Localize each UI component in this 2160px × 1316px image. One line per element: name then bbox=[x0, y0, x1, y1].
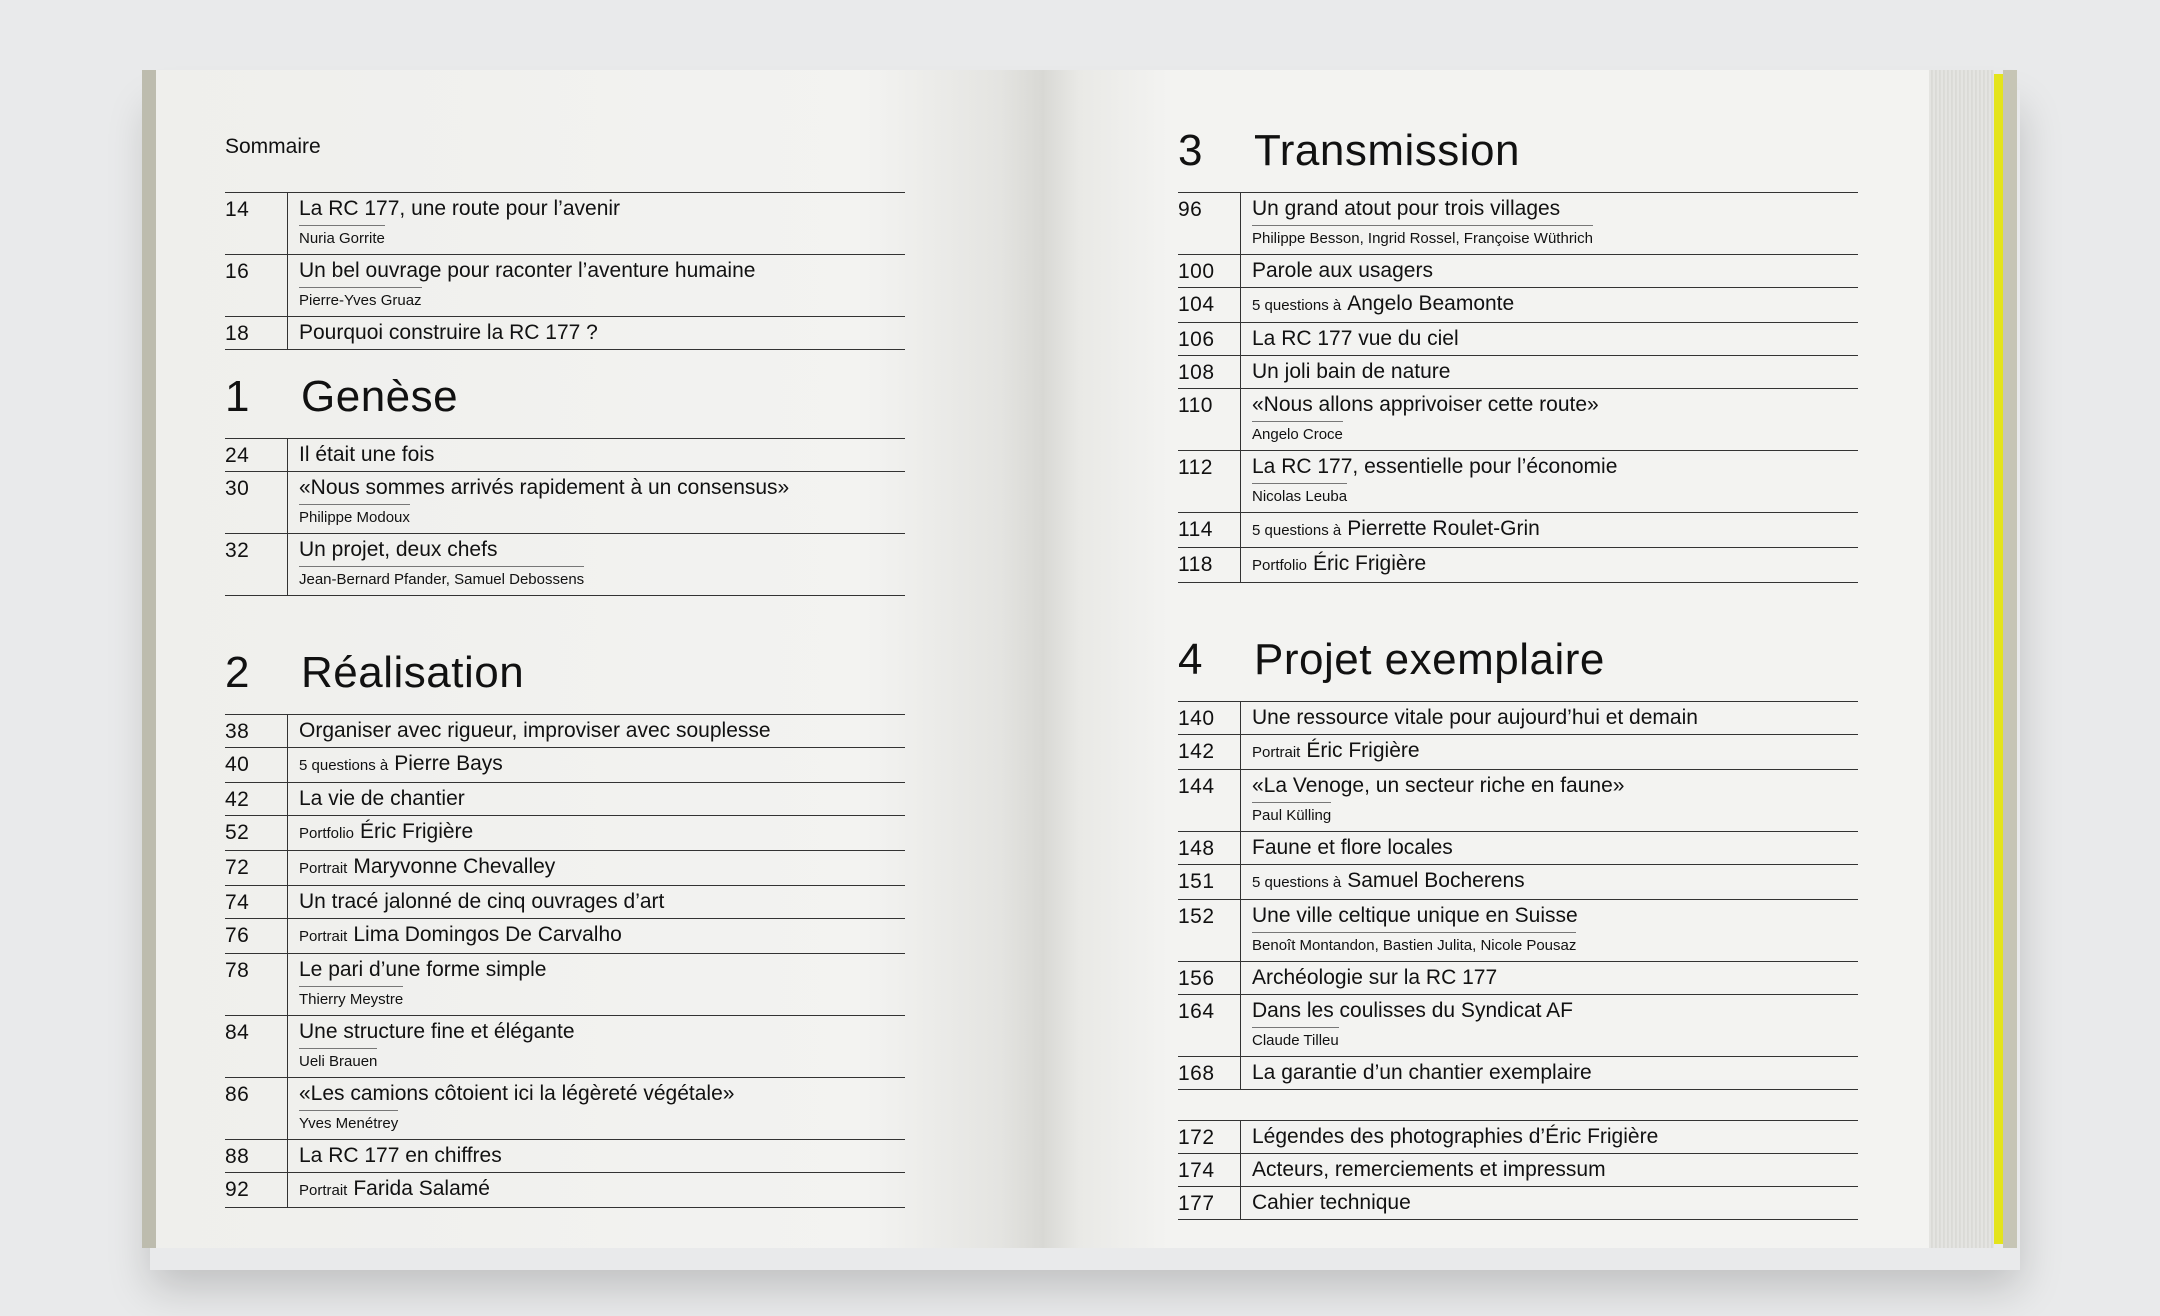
entry-title-text: «Nous sommes arrivés rapidement à un consensus» bbox=[299, 476, 790, 499]
page-number: 177 bbox=[1178, 1192, 1215, 1215]
entry-title-text: Un tracé jalonné de cinq ouvrages d’art bbox=[299, 890, 665, 913]
entry-body bbox=[287, 255, 905, 316]
toc-entry[interactable] bbox=[225, 815, 905, 850]
entry-tag: Portfolio bbox=[1252, 557, 1308, 574]
page-number: 24 bbox=[225, 444, 250, 467]
entry-body bbox=[1240, 1187, 1858, 1219]
page-number: 172 bbox=[1178, 1126, 1215, 1149]
page-number: 114 bbox=[1178, 518, 1213, 541]
entry-title bbox=[299, 1140, 905, 1170]
entry-body bbox=[1240, 770, 1858, 831]
entry-body bbox=[1240, 356, 1858, 388]
toc-entry[interactable] bbox=[1178, 512, 1858, 547]
table-of-contents-left bbox=[225, 130, 905, 1208]
page-number: 168 bbox=[1178, 1062, 1215, 1085]
entry-body bbox=[287, 1173, 905, 1207]
entry-tag: Portfolio bbox=[299, 825, 355, 842]
page-number: 144 bbox=[1178, 775, 1215, 798]
section-number: 1 bbox=[225, 372, 250, 421]
toc-entry[interactable] bbox=[225, 850, 905, 885]
toc-entry[interactable] bbox=[225, 885, 905, 918]
page-number: 148 bbox=[1178, 837, 1215, 860]
entry-author: Claude Tilleu bbox=[1252, 1027, 1339, 1054]
entry-tag: 5 questions à bbox=[1252, 297, 1342, 314]
page-number: 156 bbox=[1178, 967, 1215, 990]
entry-title-text: Une ville celtique unique en Suisse bbox=[1252, 904, 1578, 927]
entry-title bbox=[1252, 1057, 1858, 1087]
entry-title bbox=[1252, 1121, 1858, 1151]
page-number: 18 bbox=[225, 322, 250, 345]
toc-entry[interactable] bbox=[1178, 355, 1858, 388]
section-number: 2 bbox=[225, 648, 250, 697]
page-number: 152 bbox=[1178, 905, 1215, 928]
entry-title-text: Pourquoi construire la RC 177 ? bbox=[299, 321, 598, 344]
entry-author: Paul Külling bbox=[1252, 802, 1331, 829]
entry-title bbox=[1252, 865, 1858, 897]
entry-body bbox=[287, 816, 905, 850]
entry-title-text: La RC 177, une route pour l’avenir bbox=[299, 197, 621, 220]
entry-title bbox=[1252, 900, 1858, 930]
yellow-ribbon-edge bbox=[1994, 74, 2003, 1244]
entry-title bbox=[299, 317, 905, 347]
toc-entry[interactable] bbox=[1178, 192, 1858, 254]
entry-author: Jean-Bernard Pfander, Samuel Debossens bbox=[299, 566, 584, 593]
entry-title bbox=[1252, 323, 1858, 353]
entry-body bbox=[1240, 323, 1858, 355]
entry-tag: 5 questions à bbox=[1252, 522, 1342, 539]
entry-title-text: Acteurs, remerciements et impressum bbox=[1252, 1158, 1606, 1181]
entry-body bbox=[1240, 288, 1858, 322]
toc-entry[interactable] bbox=[225, 254, 905, 316]
entry-body bbox=[1240, 548, 1858, 582]
entry-title-text: Il était une fois bbox=[299, 443, 435, 466]
entry-title bbox=[299, 715, 905, 745]
page-number: 164 bbox=[1178, 1000, 1215, 1023]
page-number: 32 bbox=[225, 539, 250, 562]
entry-body bbox=[1240, 513, 1858, 547]
entry-title-text: Lima Domingos De Carvalho bbox=[353, 923, 622, 946]
toc-entry[interactable] bbox=[225, 316, 905, 350]
entry-author: Nuria Gorrite bbox=[299, 225, 385, 252]
entry-body bbox=[1240, 1154, 1858, 1186]
entry-body bbox=[287, 472, 905, 533]
entry-body bbox=[287, 715, 905, 747]
toc-entry[interactable] bbox=[225, 782, 905, 815]
page-number: 100 bbox=[1178, 260, 1215, 283]
page-number: 42 bbox=[225, 788, 250, 811]
entry-body bbox=[287, 783, 905, 815]
entry-title-text: Légendes des photographies d’Éric Frigière bbox=[1252, 1125, 1659, 1148]
entry-title bbox=[299, 919, 905, 951]
toc-entry[interactable] bbox=[1178, 994, 1858, 1056]
entry-title bbox=[299, 816, 905, 848]
entry-body bbox=[1240, 735, 1858, 769]
entry-title bbox=[1252, 1154, 1858, 1184]
toc-entry[interactable] bbox=[225, 533, 905, 596]
section-heading bbox=[1178, 635, 1858, 701]
entry-body bbox=[287, 1140, 905, 1172]
entry-title-text: Faune et flore locales bbox=[1252, 836, 1453, 859]
entry-title bbox=[1252, 288, 1858, 320]
section-title: Transmission bbox=[1254, 126, 1520, 175]
entry-author: Yves Menétrey bbox=[299, 1110, 398, 1137]
page-number: 140 bbox=[1178, 707, 1215, 730]
entry-body bbox=[1240, 702, 1858, 734]
entry-title bbox=[299, 193, 905, 223]
toc-entry[interactable] bbox=[1178, 1120, 1858, 1153]
entry-title bbox=[1252, 548, 1858, 580]
entry-title bbox=[1252, 513, 1858, 545]
toc-entry[interactable] bbox=[1178, 254, 1858, 287]
entry-title-text: Maryvonne Chevalley bbox=[353, 855, 556, 878]
entry-title-text: «Nous allons apprivoiser cette route» bbox=[1252, 393, 1599, 416]
page-number: 30 bbox=[225, 477, 250, 500]
toc-entry[interactable] bbox=[225, 1015, 905, 1077]
entry-title-text: Un joli bain de nature bbox=[1252, 360, 1451, 383]
entry-body bbox=[287, 193, 905, 254]
entry-title bbox=[299, 472, 905, 502]
entry-title-text: Éric Frigière bbox=[1313, 552, 1427, 575]
entry-body bbox=[287, 439, 905, 471]
toc-entry[interactable] bbox=[1178, 287, 1858, 322]
entry-title bbox=[299, 886, 905, 916]
entry-author: Benoît Montandon, Bastien Julita, Nicole Pousaz bbox=[1252, 932, 1576, 959]
toc-entry[interactable] bbox=[1178, 701, 1858, 734]
entry-title bbox=[1252, 832, 1858, 862]
entry-title-text: Une structure fine et élégante bbox=[299, 1020, 575, 1043]
toc-entry[interactable] bbox=[1178, 961, 1858, 994]
entry-body bbox=[287, 748, 905, 782]
entry-title-text: Un bel ouvrage pour raconter l’aventure humaine bbox=[299, 259, 756, 282]
toc-entry[interactable] bbox=[1178, 1186, 1858, 1220]
entry-title bbox=[1252, 735, 1858, 767]
toc-entry[interactable] bbox=[1178, 322, 1858, 355]
section-number: 3 bbox=[1178, 126, 1203, 175]
entry-title-text: La vie de chantier bbox=[299, 787, 465, 810]
page-number: 38 bbox=[225, 720, 250, 743]
entry-author: Ueli Brauen bbox=[299, 1048, 377, 1075]
page-number: 118 bbox=[1178, 553, 1213, 576]
entry-title bbox=[1252, 389, 1858, 419]
entry-title bbox=[299, 783, 905, 813]
toc-entry[interactable] bbox=[225, 1077, 905, 1139]
cover-edge-right bbox=[2003, 70, 2017, 1248]
page-number: 151 bbox=[1178, 870, 1215, 893]
table-of-contents-right bbox=[1178, 126, 1858, 1220]
entry-title bbox=[299, 534, 905, 564]
page-number: 112 bbox=[1178, 456, 1213, 479]
entry-title-text: Pierrette Roulet-Grin bbox=[1347, 517, 1540, 540]
toc-entry[interactable] bbox=[225, 438, 905, 471]
page-number: 104 bbox=[1178, 293, 1215, 316]
entry-body bbox=[287, 317, 905, 349]
entry-title-text: La RC 177, essentielle pour l’économie bbox=[1252, 455, 1618, 478]
toc-entry[interactable] bbox=[1178, 1056, 1858, 1090]
entry-title-text: Un grand atout pour trois villages bbox=[1252, 197, 1561, 220]
section-title: Projet exemplaire bbox=[1254, 635, 1605, 684]
entry-title-text: Archéologie sur la RC 177 bbox=[1252, 966, 1498, 989]
section-spacer bbox=[1178, 1090, 1858, 1120]
entry-body bbox=[1240, 832, 1858, 864]
page-number: 40 bbox=[225, 753, 250, 776]
toc-entry[interactable] bbox=[1178, 388, 1858, 450]
section-heading bbox=[225, 372, 905, 438]
toc-entry[interactable] bbox=[225, 953, 905, 1015]
entry-title bbox=[299, 1078, 905, 1108]
sommaire-heading: Sommaire bbox=[225, 135, 321, 158]
entry-body bbox=[1240, 1121, 1858, 1153]
section-spacer bbox=[1178, 583, 1858, 613]
entry-title bbox=[299, 851, 905, 883]
entry-title-text: Pierre Bays bbox=[394, 752, 503, 775]
entry-title-text: Le pari d’une forme simple bbox=[299, 958, 547, 981]
page-number: 86 bbox=[225, 1083, 250, 1106]
entry-tag: Portrait bbox=[1252, 744, 1301, 761]
entry-title bbox=[1252, 770, 1858, 800]
entry-title-text: La RC 177 en chiffres bbox=[299, 1144, 502, 1167]
toc-entry[interactable] bbox=[1178, 831, 1858, 864]
page-number: 16 bbox=[225, 260, 250, 283]
entry-title-text: «La Venoge, un secteur riche en faune» bbox=[1252, 774, 1625, 797]
entry-title-text: Cahier technique bbox=[1252, 1191, 1411, 1214]
entry-body bbox=[1240, 995, 1858, 1056]
page-number: 110 bbox=[1178, 394, 1213, 417]
section-heading bbox=[225, 648, 905, 714]
entry-body bbox=[287, 886, 905, 918]
entry-title bbox=[299, 954, 905, 984]
entry-tag: 5 questions à bbox=[1252, 874, 1342, 891]
entry-body bbox=[1240, 389, 1858, 450]
page-number: 72 bbox=[225, 856, 250, 879]
entry-author: Philippe Besson, Ingrid Rossel, Françoise Wüthrich bbox=[1252, 225, 1593, 252]
entry-title bbox=[299, 439, 905, 469]
entry-title-text: Parole aux usagers bbox=[1252, 259, 1433, 282]
entry-title bbox=[1252, 1187, 1858, 1217]
page-number: 142 bbox=[1178, 740, 1215, 763]
entry-body bbox=[287, 954, 905, 1015]
entry-title-text: Un projet, deux chefs bbox=[299, 538, 498, 561]
entry-author: Angelo Croce bbox=[1252, 421, 1343, 448]
entry-body bbox=[287, 919, 905, 953]
toc-entry[interactable] bbox=[1178, 899, 1858, 961]
entry-body bbox=[1240, 900, 1858, 961]
entry-tag: Portrait bbox=[299, 1182, 348, 1199]
toc-entry[interactable] bbox=[225, 1172, 905, 1208]
page-number: 96 bbox=[1178, 198, 1203, 221]
page-number: 14 bbox=[225, 198, 250, 221]
entry-title-text: «Les camions côtoient ici la légèreté végétale» bbox=[299, 1082, 735, 1105]
toc-entry[interactable] bbox=[225, 918, 905, 953]
entry-title-text: Angelo Beamonte bbox=[1347, 292, 1515, 315]
toc-entry[interactable] bbox=[1178, 450, 1858, 512]
entry-body bbox=[1240, 962, 1858, 994]
entry-body bbox=[287, 1078, 905, 1139]
entry-title bbox=[299, 255, 905, 285]
entry-body bbox=[1240, 255, 1858, 287]
toc-entry[interactable] bbox=[225, 714, 905, 747]
section-title: Genèse bbox=[301, 372, 459, 421]
page-number: 106 bbox=[1178, 328, 1215, 351]
entry-tag: Portrait bbox=[299, 860, 348, 877]
toc-entry[interactable] bbox=[1178, 547, 1858, 583]
entry-author: Pierre-Yves Gruaz bbox=[299, 287, 422, 314]
toc-entry[interactable] bbox=[225, 471, 905, 533]
entry-title bbox=[299, 748, 905, 780]
entry-tag: 5 questions à bbox=[299, 757, 389, 774]
entry-title bbox=[1252, 962, 1858, 992]
entry-title bbox=[1252, 255, 1858, 285]
entry-body bbox=[287, 534, 905, 595]
page-stack-edge bbox=[1929, 70, 1994, 1248]
entry-tag: Portrait bbox=[299, 928, 348, 945]
entry-title-text: Dans les coulisses du Syndicat AF bbox=[1252, 999, 1573, 1022]
entry-body bbox=[287, 1016, 905, 1077]
entry-title-text: Une ressource vitale pour aujourd’hui et demain bbox=[1252, 706, 1698, 729]
entry-title-text: Éric Frigière bbox=[360, 820, 474, 843]
entry-body bbox=[1240, 451, 1858, 512]
page-number: 78 bbox=[225, 959, 250, 982]
entry-body bbox=[287, 851, 905, 885]
toc-entry[interactable] bbox=[225, 747, 905, 782]
cover-edge-left bbox=[142, 70, 156, 1248]
page-number: 84 bbox=[225, 1021, 250, 1044]
entry-body bbox=[1240, 865, 1858, 899]
page-number: 92 bbox=[225, 1178, 250, 1201]
entry-title bbox=[299, 1016, 905, 1046]
toc-entry[interactable] bbox=[225, 192, 905, 254]
entry-title-text: La RC 177 vue du ciel bbox=[1252, 327, 1459, 350]
page-number: 108 bbox=[1178, 361, 1215, 384]
section-number: 4 bbox=[1178, 635, 1203, 684]
section-spacer bbox=[225, 596, 905, 626]
toc-entry[interactable] bbox=[1178, 734, 1858, 769]
entry-author: Philippe Modoux bbox=[299, 504, 410, 531]
page-number: 76 bbox=[225, 924, 250, 947]
toc-entry[interactable] bbox=[225, 1139, 905, 1172]
toc-entry[interactable] bbox=[1178, 1153, 1858, 1186]
section-title: Réalisation bbox=[301, 648, 525, 697]
entry-body bbox=[1240, 193, 1858, 254]
entry-body bbox=[1240, 1057, 1858, 1089]
entry-title-text: Samuel Bocherens bbox=[1347, 869, 1525, 892]
entry-author: Thierry Meystre bbox=[299, 986, 403, 1013]
entry-title-text: Éric Frigière bbox=[1306, 739, 1420, 762]
entry-author: Nicolas Leuba bbox=[1252, 483, 1347, 510]
entry-title bbox=[1252, 193, 1858, 223]
toc-entry[interactable] bbox=[1178, 864, 1858, 899]
entry-title-text: Organiser avec rigueur, improviser avec souplesse bbox=[299, 719, 771, 742]
entry-title bbox=[299, 1173, 905, 1205]
entry-title-text: Farida Salamé bbox=[353, 1177, 490, 1200]
page-number: 88 bbox=[225, 1145, 250, 1168]
page-number: 52 bbox=[225, 821, 250, 844]
entry-title bbox=[1252, 356, 1858, 386]
page-number: 174 bbox=[1178, 1159, 1215, 1182]
section-heading bbox=[1178, 126, 1858, 192]
entry-title bbox=[1252, 995, 1858, 1025]
entry-title-text: La garantie d’un chantier exemplaire bbox=[1252, 1061, 1592, 1084]
entry-title bbox=[1252, 702, 1858, 732]
entry-title bbox=[1252, 451, 1858, 481]
toc-entry[interactable] bbox=[1178, 769, 1858, 831]
page-number: 74 bbox=[225, 891, 250, 914]
